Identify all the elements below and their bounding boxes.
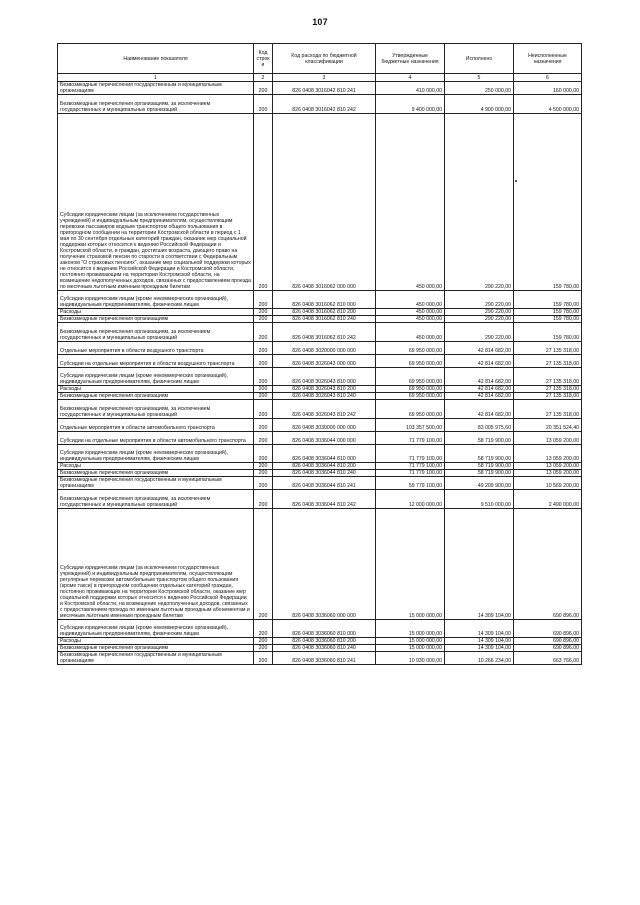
row-name: Субсидии юридическим лицам (кроме некоммерческих организаций), индивидуальным предпринимателям, физическим лицам (58, 620, 254, 638)
row-name: Расходы (58, 386, 254, 393)
row-unexecuted: 27 135 318,00 (514, 386, 582, 393)
header-code: Код строк и (254, 44, 273, 74)
column-number: 4 (376, 74, 445, 82)
row-kbk: 826 0408 3036044 000 000 (273, 432, 376, 445)
table-row (58, 355, 582, 368)
row-kbk: 826 0408 3020000 000 000 (273, 342, 376, 355)
row-code: 200 (254, 355, 273, 368)
row-executed: 58 719 900,00 (445, 463, 514, 470)
row-approved: 69 950 000,00 (376, 386, 445, 393)
row-code: 200 (254, 419, 273, 432)
row-code: 200 (254, 432, 273, 445)
row-name: Безвозмездные перечисления организациям (58, 470, 254, 477)
row-executed: 14 309 104,00 (445, 620, 514, 638)
row-code: 200 (254, 368, 273, 386)
row-kbk: 826 0408 3026043 810 000 (273, 368, 376, 386)
header-unexecuted: Неисполненные назначения (514, 44, 582, 74)
row-kbk: 826 0408 3016062 810 240 (273, 316, 376, 323)
table-row (58, 114, 582, 291)
row-name: Субсидии юридическим лицам (за исключением государственных учреждений) и индивидуальным предпринимателям, осуществляющим перевозки пассажиров водным транспортом общего пользования в пригородном сообщении на территории Костромской области в период с 1 мая по 30 сентября отдельных категорий граждан, оказание мер социальной поддержки которых относится к ведению Российской Федерации и Костромской области, и граждан, достигших возраста, дающего право на получение страховой пенсии по старости в соответствии с Федеральным законом "О страховых пенсиях", оказание мер социальной поддержки которых не относится к ведению Российской Федерации и Костромской области, постоянно проживающим на территории Костромской области, на возмещение недополученных доходов, связанных с предоставлением проезда по месячным льготным именным проездным билетам (58, 114, 254, 291)
row-unexecuted: 4 500 000,00 (514, 95, 582, 114)
row-name: Субсидии юридическим лицам (кроме некоммерческих организаций), индивидуальным предпринимателям, физическим лицам (58, 291, 254, 309)
row-kbk: 826 0408 3036044 810 242 (273, 490, 376, 509)
row-kbk: 826 0408 3036060 810 241 (273, 652, 376, 665)
row-code: 200 (254, 393, 273, 400)
row-unexecuted: 690 896,00 (514, 620, 582, 638)
row-approved: 69 950 000,00 (376, 342, 445, 355)
row-approved: 15 000 000,00 (376, 645, 445, 652)
row-code: 200 (254, 638, 273, 645)
scan-mark (515, 180, 517, 182)
table-row (58, 470, 582, 477)
budget-execution-table (57, 43, 582, 665)
row-approved: 71 779 100,00 (376, 445, 445, 463)
table-row (58, 82, 582, 95)
table-row (58, 95, 582, 114)
row-unexecuted: 159 780,00 (514, 309, 582, 316)
row-approved: 59 779 100,00 (376, 477, 445, 490)
column-number-row (58, 74, 582, 82)
row-executed: 42 814 682,00 (445, 386, 514, 393)
table-row (58, 477, 582, 490)
table-row (58, 645, 582, 652)
row-unexecuted: 10 569 200,00 (514, 477, 582, 490)
row-name: Субсидии юридическим лицам (за исключением государственных учреждений) и индивидуальным предпринимателям, осуществляющим регулярные перевозки автомобильным транспортом общего пользования (кроме такси) в пригородном сообщении отдельных категорий граждан, постоянно проживающих на территории Костромской области, оказание мер социальной поддержки которых относится к ведению Российской Федерации и Костромской области, на возмещение недополученных доходов, связанных с предоставлением проезда по именным льготным проездным абонементам и месячным льготным именным проездным билетам (58, 509, 254, 620)
row-approved: 9 400 000,00 (376, 95, 445, 114)
row-code: 200 (254, 95, 273, 114)
row-executed: 42 814 682,00 (445, 342, 514, 355)
row-approved: 10 930 000,00 (376, 652, 445, 665)
row-kbk: 826 0408 3016062 810 200 (273, 309, 376, 316)
row-unexecuted: 27 135 318,00 (514, 342, 582, 355)
table-row (58, 368, 582, 386)
row-name: Безвозмездные перечисления организациям, за исключением государственных и муниципальных организаций (58, 95, 254, 114)
row-unexecuted: 159 780,00 (514, 323, 582, 342)
row-name: Безвозмездные перечисления государственным и муниципальным организациям (58, 82, 254, 95)
row-code: 200 (254, 509, 273, 620)
row-kbk: 826 0408 3016062 810 000 (273, 291, 376, 309)
page-number: 107 (312, 17, 328, 27)
table-row (58, 291, 582, 309)
row-executed: 290 220,00 (445, 309, 514, 316)
row-unexecuted: 13 059 200,00 (514, 470, 582, 477)
row-kbk: 826 0408 3036044 810 200 (273, 463, 376, 470)
row-kbk: 826 0408 3016042 810 242 (273, 95, 376, 114)
row-kbk: 826 0408 3036060 810 000 (273, 620, 376, 638)
row-kbk: 826 0408 3036060 810 240 (273, 645, 376, 652)
row-approved: 450 000,00 (376, 114, 445, 291)
column-number: 3 (273, 74, 376, 82)
table-row (58, 509, 582, 620)
row-code: 200 (254, 400, 273, 419)
row-executed: 58 719 900,00 (445, 445, 514, 463)
row-unexecuted: 690 896,00 (514, 645, 582, 652)
row-name: Отдельные мероприятия в области воздушного транспорта (58, 342, 254, 355)
row-approved: 450 000,00 (376, 323, 445, 342)
row-executed: 290 220,00 (445, 291, 514, 309)
row-kbk: 826 0408 3026043 000 000 (273, 355, 376, 368)
table-row (58, 445, 582, 463)
header-name: Наименование показателя (58, 44, 254, 74)
row-code: 200 (254, 82, 273, 95)
row-kbk: 826 0408 3026043 810 242 (273, 400, 376, 419)
column-number: 2 (254, 74, 273, 82)
row-unexecuted: 13 059 200,00 (514, 432, 582, 445)
row-name: Безвозмездные перечисления организациям (58, 316, 254, 323)
row-code: 200 (254, 114, 273, 291)
row-approved: 69 950 000,00 (376, 400, 445, 419)
row-name: Безвозмездные перечисления организациям (58, 645, 254, 652)
row-approved: 69 950 000,00 (376, 393, 445, 400)
row-kbk: 826 0408 3036060 810 200 (273, 638, 376, 645)
row-executed: 250 000,00 (445, 82, 514, 95)
table-row (58, 342, 582, 355)
table-row (58, 309, 582, 316)
row-unexecuted: 27 135 318,00 (514, 355, 582, 368)
table-row (58, 490, 582, 509)
row-approved: 450 000,00 (376, 309, 445, 316)
row-code: 200 (254, 316, 273, 323)
row-name: Субсидии на отдельные мероприятия в области автомобильного транспорта (58, 432, 254, 445)
row-approved: 71 779 100,00 (376, 432, 445, 445)
row-code: 200 (254, 477, 273, 490)
row-name: Безвозмездные перечисления организациям, за исключением государственных и муниципальных организаций (58, 490, 254, 509)
column-number: 1 (58, 74, 254, 82)
row-code: 200 (254, 645, 273, 652)
row-unexecuted: 663 766,00 (514, 652, 582, 665)
row-executed: 290 220,00 (445, 316, 514, 323)
table-row (58, 432, 582, 445)
row-executed: 42 814 682,00 (445, 368, 514, 386)
row-kbk: 826 0408 3016042 810 241 (273, 82, 376, 95)
table-row (58, 620, 582, 638)
row-code: 200 (254, 309, 273, 316)
row-unexecuted: 159 780,00 (514, 316, 582, 323)
row-code: 200 (254, 463, 273, 470)
row-unexecuted: 690 896,00 (514, 638, 582, 645)
row-kbk: 826 0408 3036060 000 000 (273, 509, 376, 620)
row-executed: 58 719 900,00 (445, 470, 514, 477)
row-executed: 14 309 104,00 (445, 509, 514, 620)
row-executed: 58 719 900,00 (445, 432, 514, 445)
row-executed: 42 814 682,00 (445, 393, 514, 400)
row-kbk: 826 0408 3036044 810 000 (273, 445, 376, 463)
row-code: 200 (254, 470, 273, 477)
row-name: Безвозмездные перечисления государственным и муниципальным организациям (58, 477, 254, 490)
row-unexecuted: 27 135 318,00 (514, 400, 582, 419)
row-kbk: 826 0408 3026043 810 200 (273, 386, 376, 393)
row-executed: 83 005 975,60 (445, 419, 514, 432)
header-row (58, 44, 582, 74)
row-name: Безвозмездные перечисления организациям (58, 393, 254, 400)
row-approved: 103 357 500,00 (376, 419, 445, 432)
row-kbk: 826 0408 3030000 000 000 (273, 419, 376, 432)
row-executed: 14 309 104,00 (445, 638, 514, 645)
row-name: Отдельные мероприятия в области автомобильного транспорта (58, 419, 254, 432)
row-approved: 71 779 100,00 (376, 470, 445, 477)
row-kbk: 826 0408 3016062 810 242 (273, 323, 376, 342)
row-approved: 450 000,00 (376, 316, 445, 323)
table-row (58, 316, 582, 323)
row-unexecuted: 13 059 200,00 (514, 445, 582, 463)
row-code: 200 (254, 291, 273, 309)
row-executed: 290 220,00 (445, 323, 514, 342)
row-code: 200 (254, 490, 273, 509)
header-kbk: Код расхода по бюджетной классификации (273, 44, 376, 74)
table-row (58, 652, 582, 665)
row-approved: 15 000 000,00 (376, 620, 445, 638)
table-row (58, 323, 582, 342)
row-unexecuted: 20 351 524,40 (514, 419, 582, 432)
row-name: Расходы (58, 309, 254, 316)
row-executed: 9 510 000,00 (445, 490, 514, 509)
column-number: 5 (445, 74, 514, 82)
row-kbk: 826 0408 3016062 000 000 (273, 114, 376, 291)
row-name: Безвозмездные перечисления организациям, за исключением государственных и муниципальных организаций (58, 400, 254, 419)
row-name: Субсидии юридическим лицам (кроме некоммерческих организаций), индивидуальным предпринимателям, физическим лицам (58, 368, 254, 386)
row-unexecuted: 160 000,00 (514, 82, 582, 95)
header-executed: Исполнено (445, 44, 514, 74)
row-code: 200 (254, 386, 273, 393)
row-name: Расходы (58, 463, 254, 470)
table-row (58, 419, 582, 432)
row-executed: 290 220,00 (445, 114, 514, 291)
row-unexecuted: 690 896,00 (514, 509, 582, 620)
row-code: 200 (254, 620, 273, 638)
row-executed: 10 266 234,00 (445, 652, 514, 665)
row-executed: 14 309 104,00 (445, 645, 514, 652)
table-row (58, 386, 582, 393)
header-approved: Утвержденные бюджетные назначения (376, 44, 445, 74)
table-row (58, 400, 582, 419)
row-approved: 12 000 000,00 (376, 490, 445, 509)
row-unexecuted: 159 780,00 (514, 114, 582, 291)
row-approved: 69 950 000,00 (376, 355, 445, 368)
row-code: 200 (254, 652, 273, 665)
row-kbk: 826 0408 3036044 810 240 (273, 470, 376, 477)
row-name: Расходы (58, 638, 254, 645)
row-unexecuted: 27 135 318,00 (514, 393, 582, 400)
row-approved: 71 779 100,00 (376, 463, 445, 470)
column-number: 6 (514, 74, 582, 82)
row-name: Субсидии на отдельные мероприятия в области воздушного транспорта (58, 355, 254, 368)
row-executed: 4 900 000,00 (445, 95, 514, 114)
row-unexecuted: 159 780,00 (514, 291, 582, 309)
row-code: 200 (254, 323, 273, 342)
row-kbk: 826 0408 3036044 810 241 (273, 477, 376, 490)
row-approved: 69 950 000,00 (376, 368, 445, 386)
row-unexecuted: 27 135 318,00 (514, 368, 582, 386)
row-kbk: 826 0408 3026043 810 240 (273, 393, 376, 400)
row-code: 200 (254, 445, 273, 463)
row-executed: 49 209 900,00 (445, 477, 514, 490)
row-unexecuted: 2 490 000,00 (514, 490, 582, 509)
table-row (58, 463, 582, 470)
row-approved: 15 000 000,00 (376, 638, 445, 645)
row-approved: 410 000,00 (376, 82, 445, 95)
row-executed: 42 814 682,00 (445, 355, 514, 368)
row-name: Безвозмездные перечисления государственным и муниципальным организациям (58, 652, 254, 665)
row-name: Субсидии юридическим лицам (кроме некоммерческих организаций), индивидуальным предпринимателям, физическим лицам (58, 445, 254, 463)
row-executed: 42 814 682,00 (445, 400, 514, 419)
row-unexecuted: 13 059 200,00 (514, 463, 582, 470)
table-row (58, 638, 582, 645)
row-approved: 450 000,00 (376, 291, 445, 309)
row-approved: 15 000 000,00 (376, 509, 445, 620)
row-code: 200 (254, 342, 273, 355)
row-name: Безвозмездные перечисления организациям, за исключением государственных и муниципальных организаций (58, 323, 254, 342)
table-row (58, 393, 582, 400)
